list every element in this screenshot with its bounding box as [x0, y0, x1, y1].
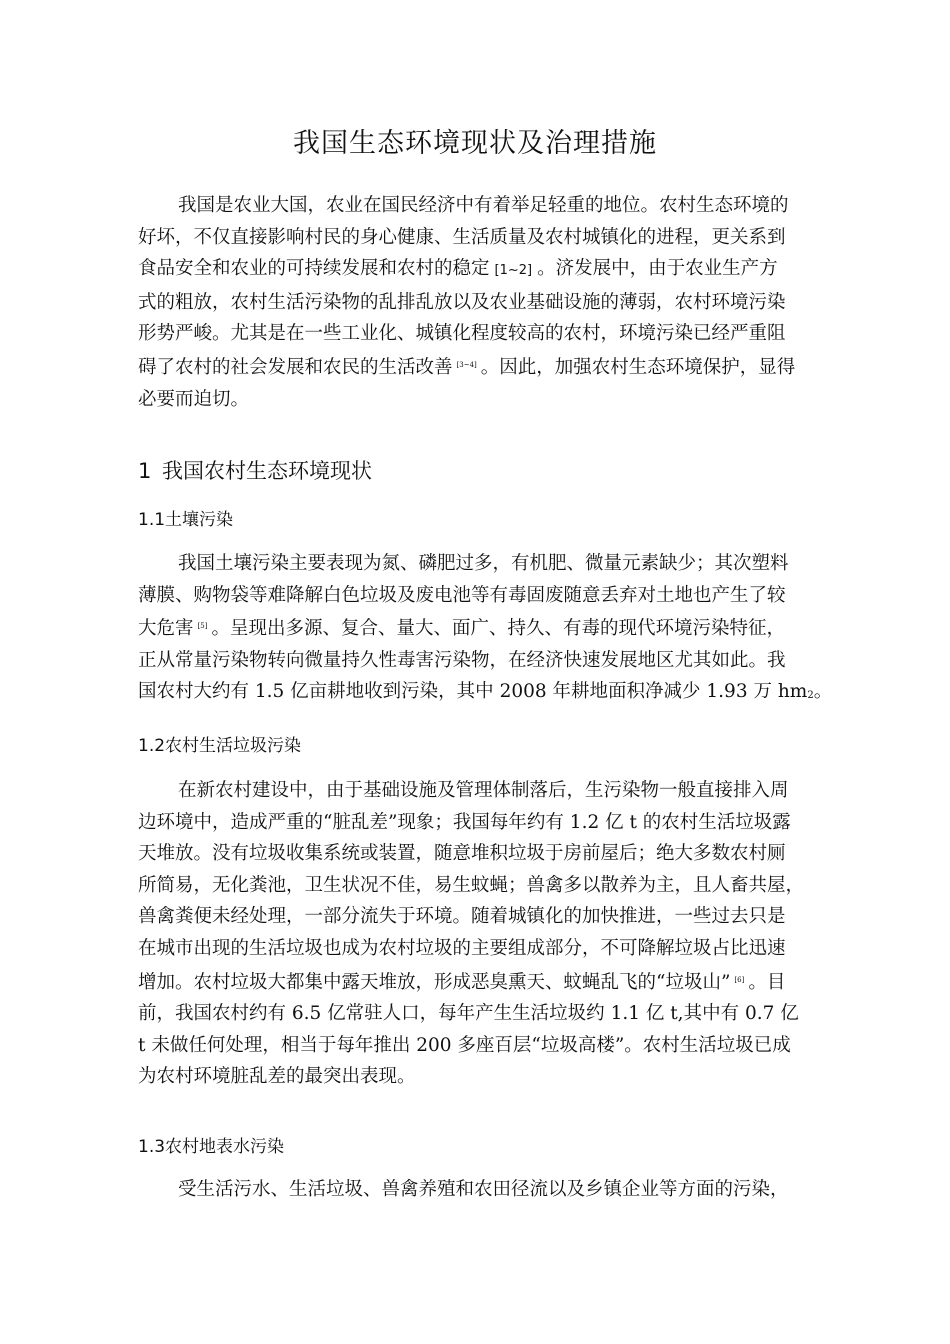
citation-ref-5: [5]	[197, 622, 208, 631]
s11-line-2: 薄膜、购物袋等难降解白色垃圾及废电池等有毒固废随意丢弃对土地也产生了较	[138, 584, 786, 606]
subsection-1-3-heading: 1.3农村地表水污染	[138, 1137, 285, 1157]
s12-line-1: 在新农村建设中，由于基础设施及管理体制落后，生污染物一般直接排入周	[178, 780, 789, 801]
subsection-1-3-paragraph	[138, 1174, 818, 1206]
s11-line-3-text-a: 大危害	[138, 618, 194, 640]
intro-line-7: 必要而迫切。	[138, 388, 250, 410]
intro-line-3-text-b: 。济发展中，由于农业生产方	[537, 258, 778, 280]
intro-line-6-text-b: 。因此，加强农村生态环境保护，显得	[480, 356, 796, 378]
s12-line-7-text-b: 。目	[748, 971, 786, 993]
s11-line-1: 我国土壤污染主要表现为氮、磷肥过多，有机肥、微量元素缺少；其次塑料	[178, 553, 789, 574]
intro-line-5: 形势严峻。尤其是在一些工业化、城镇化程度较高的农村，环境污染已经严重阻	[138, 323, 786, 345]
document-title: 我国生态环境现状及治理措施	[293, 128, 657, 159]
s12-line-10: 为农村环境脏乱差的最突出表现。	[138, 1066, 416, 1088]
s12-line-7-text-a: 增加。农村垃圾大都集中露天堆放，形成恶臭熏天、蚊蝇乱飞的“垃圾山”	[138, 971, 731, 993]
s12-line-5: 兽禽粪便未经处理，一部分流失于环境。随着城镇化的加快推进，一些过去只是	[138, 906, 786, 928]
s11-line-4: 正从常量污染物转向微量持久性毒害污染物，在经济快速发展地区尤其如此。我	[138, 649, 786, 671]
s11-line-5-text-b: 。	[813, 681, 833, 703]
s11-line-5-text-a: 国农村大约有 1.5 亿亩耕地收到污染，其中 2008 年耕地面积净减少 1.93 万 hm	[138, 681, 808, 703]
citation-ref-3-4: [3~4]	[456, 360, 477, 369]
section-1-heading	[138, 455, 372, 487]
s12-line-7	[138, 965, 818, 999]
s13-line-1: 受生活污水、生活垃圾、兽禽养殖和农田径流以及乡镇企业等方面的污染，	[178, 1179, 789, 1200]
intro-line-1: 我国是农业大国，农业在国民经济中有着举足轻重的地位。农村生态环境的	[178, 195, 789, 216]
intro-line-3-text-a: 食品安全和农业的可持续发展和农村的稳定	[138, 258, 490, 280]
intro-line-6	[138, 350, 818, 384]
section-1-title: 我国农村生态环境现状	[162, 459, 372, 483]
intro-paragraph	[138, 190, 818, 415]
intro-line-2: 好坏，不仅直接影响村民的身心健康、生活质量及农村城镇化的进程，更关系到	[138, 226, 786, 248]
subsection-1-1-heading: 1.1土壤污染	[138, 510, 234, 530]
s12-line-8: 前，我国农村约有 6.5 亿常驻人口，每年产生生活垃圾约 1.1 亿 t,其中有 0.7 亿	[138, 1003, 799, 1025]
citation-ref-1-2: [1~2]	[494, 263, 533, 279]
intro-line-4: 式的粗放，农村生活污染物的乱排乱放以及农业基础设施的薄弱，农村环境污染	[138, 291, 786, 313]
s12-line-2: 边环境中，造成严重的“脏乱差”现象；我国每年约有 1.2 亿 t 的农村生活垃圾露	[138, 811, 791, 833]
s11-line-5-superscript: 2	[807, 690, 814, 702]
subsection-1-2-paragraph	[138, 775, 818, 1093]
subsection-1-2-heading: 1.2农村生活垃圾污染	[138, 736, 302, 756]
s12-line-6: 在城市出现的生活垃圾也成为农村垃圾的主要组成部分，不可降解垃圾占比迅速	[138, 937, 786, 959]
intro-line-6-text-a: 碍了农村的社会发展和农民的生活改善	[138, 356, 453, 378]
subsection-1-1-paragraph	[138, 548, 833, 712]
intro-line-3	[138, 253, 818, 287]
s12-line-3: 天堆放。没有垃圾收集系统或装置，随意堆积垃圾于房前屋后；绝大多数农村厕	[138, 843, 786, 865]
section-1-number: 1	[138, 459, 152, 483]
s11-line-5	[138, 676, 833, 712]
s12-line-9: t 未做任何处理，相当于每年推出 200 多座百层“垃圾高楼”。农村生活垃圾已成	[138, 1034, 791, 1056]
s11-line-3	[138, 611, 818, 645]
citation-ref-6: [6]	[734, 975, 745, 984]
s11-line-3-text-b: 。呈现出多源、复合、量大、面广、持久、有毒的现代环境污染特征，	[211, 618, 785, 640]
s12-line-4: 所简易，无化粪池，卫生状况不佳，易生蚊蝇；兽禽多以散养为主，且人畜共屋，	[138, 874, 805, 896]
